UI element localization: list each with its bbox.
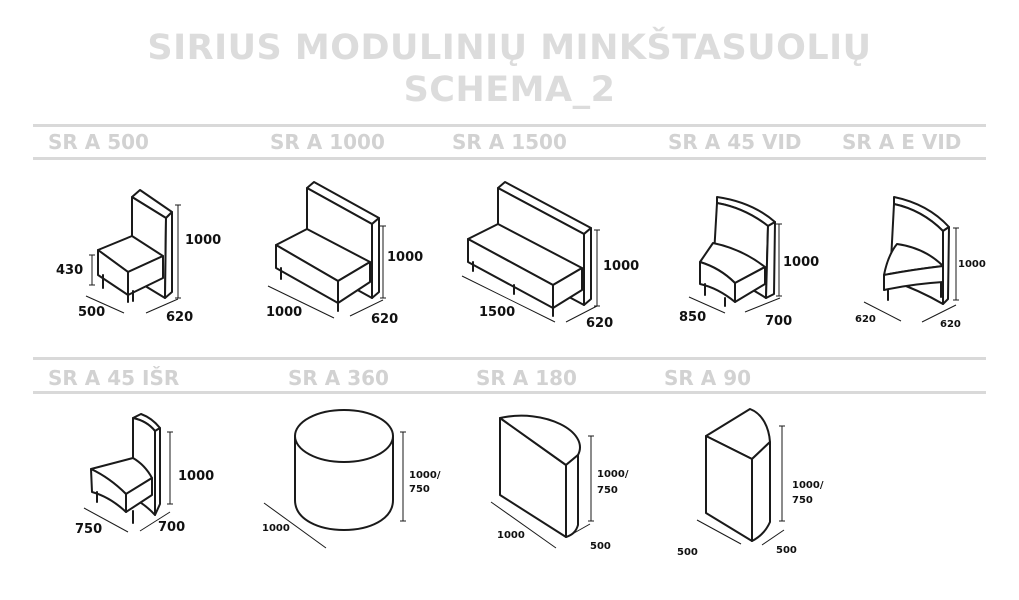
- dim-sr-a-45-isr-height: 1000: [178, 469, 215, 484]
- dim-sr-a-500-seat: 430: [56, 263, 84, 278]
- dim-sr-a-1500-width: 1500: [479, 305, 516, 320]
- dim-sr-a-360-height-alt: 750: [409, 484, 430, 495]
- label-sr-a-180: SR A 180: [476, 366, 577, 390]
- dim-sr-a-1000-height: 1000: [387, 250, 424, 265]
- label-sr-a-1000: SR A 1000: [270, 130, 385, 154]
- drawing-sr-a-45-isr: [75, 414, 214, 537]
- dim-sr-a-1000-depth: 620: [371, 312, 399, 327]
- label-sr-a-90: SR A 90: [664, 366, 752, 390]
- dim-sr-a-360-height: 1000/: [409, 470, 441, 481]
- dim-sr-a-90-width: 500: [677, 547, 698, 558]
- dim-sr-a-360-diameter: 1000: [262, 523, 290, 534]
- drawing-sr-a-1500: [462, 182, 639, 331]
- label-sr-a-45-vid: SR A 45 VID: [668, 130, 802, 154]
- label-sr-a-1500: SR A 1500: [452, 130, 567, 154]
- dim-sr-a-1000-width: 1000: [266, 305, 303, 320]
- drawing-sr-a-180: [491, 416, 629, 552]
- dim-sr-a-90-height-alt: 750: [792, 495, 813, 506]
- dim-sr-a-45-isr-depth: 700: [158, 520, 186, 535]
- drawing-sr-a-45-vid: [679, 197, 819, 329]
- drawing-sr-a-e-vid: [855, 197, 986, 330]
- label-sr-a-e-vid: SR A E VID: [842, 130, 962, 154]
- dim-sr-a-1500-depth: 620: [586, 316, 614, 331]
- label-sr-a-360: SR A 360: [288, 366, 389, 390]
- dim-sr-a-45-vid-height: 1000: [783, 255, 820, 270]
- drawing-sr-a-1000: [266, 182, 423, 327]
- dim-sr-a-90-height: 1000/: [792, 480, 824, 491]
- label-sr-a-500: SR A 500: [48, 130, 149, 154]
- drawing-sr-a-90: [677, 409, 824, 558]
- drawing-sr-a-360: [262, 410, 441, 548]
- dim-sr-a-90-depth: 500: [776, 545, 797, 556]
- title-line-1: SIRIUS MODULINIŲ MINKŠTASUOLIŲ: [147, 28, 872, 68]
- dim-sr-a-500-width: 500: [78, 305, 106, 320]
- dim-sr-a-180-width: 1000: [497, 530, 525, 541]
- drawing-sr-a-500: [56, 190, 221, 325]
- dim-sr-a-500-height: 1000: [185, 233, 222, 248]
- dim-sr-a-180-height: 1000/: [597, 469, 629, 480]
- title-line-2: SCHEMA_2: [403, 70, 616, 110]
- dim-sr-a-e-vid-depth: 620: [940, 319, 961, 330]
- dim-sr-a-e-vid-height: 1000: [958, 259, 986, 270]
- dim-sr-a-45-vid-width: 850: [679, 310, 707, 325]
- dim-sr-a-180-depth: 500: [590, 541, 611, 552]
- dim-sr-a-1500-height: 1000: [603, 259, 640, 274]
- label-sr-a-45-isr: SR A 45 IŠR: [48, 366, 180, 390]
- dim-sr-a-500-depth: 620: [166, 310, 194, 325]
- dim-sr-a-45-vid-depth: 700: [765, 314, 793, 329]
- dim-sr-a-45-isr-width: 750: [75, 522, 103, 537]
- dim-sr-a-180-height-alt: 750: [597, 485, 618, 496]
- dim-sr-a-e-vid-width: 620: [855, 314, 876, 325]
